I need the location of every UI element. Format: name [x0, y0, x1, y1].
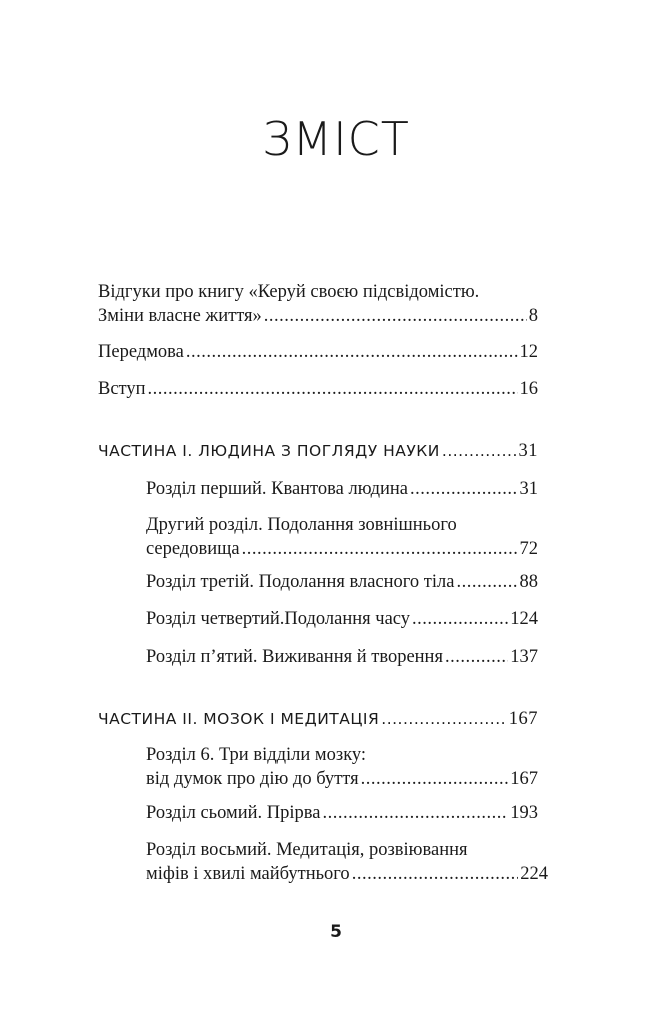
toc-part-title: ЧАСТИНА І. ЛЮДИНА З ПОГЛЯДУ НАУКИ: [98, 442, 440, 460]
toc-entry-chapter-4[interactable]: [146, 607, 538, 631]
dot-leader: [410, 477, 517, 501]
dot-leader: [381, 707, 506, 731]
toc-entry-title: Розділ сьомий. Прірва: [146, 803, 321, 823]
toc-entry-intro[interactable]: [98, 377, 538, 401]
toc-entry-title: Розділ п’ятий. Виживання й творення: [146, 647, 443, 667]
dot-leader: [352, 862, 519, 886]
dot-leader: [148, 377, 518, 401]
toc-entry-title: середовища: [146, 539, 240, 559]
toc-page-number: 16: [519, 379, 538, 399]
toc-entry-title: Зміни власне життя»: [98, 306, 262, 326]
toc-page-number: 193: [510, 803, 538, 823]
toc-entry-title-line1: Відгуки про книгу «Керуй своєю підсвідомістю.: [98, 282, 480, 302]
dot-leader: [445, 645, 508, 669]
toc-page-number: 224: [520, 864, 548, 884]
toc-entry-title-line1: Розділ 6. Три відділи мозку:: [146, 745, 367, 765]
toc-page-number: 12: [519, 342, 538, 362]
toc-entry-title: Розділ третій. Подолання власного тіла: [146, 572, 455, 592]
toc-page-number: 137: [510, 647, 538, 667]
toc-part-1[interactable]: [98, 439, 538, 463]
toc-entry-reviews[interactable]: [98, 280, 538, 328]
toc-entry-chapter-1[interactable]: [146, 477, 538, 501]
toc-entry-chapter-2[interactable]: [146, 513, 538, 561]
dot-leader: [361, 767, 509, 791]
toc-entry-title: Вступ: [98, 379, 146, 399]
toc-entry-title: від думок про дію до буття: [146, 769, 359, 789]
toc-part-2[interactable]: [98, 707, 538, 731]
toc-part-title: ЧАСТИНА ІІ. МОЗОК І МЕДИТАЦІЯ: [98, 710, 380, 728]
toc-page-number: 167: [508, 709, 538, 729]
toc-page-number: 31: [518, 441, 538, 461]
page-number: 5: [330, 922, 342, 942]
dot-leader: [186, 340, 518, 364]
toc-entry-title-line1: Другий розділ. Подолання зовнішнього: [146, 515, 457, 535]
toc-page-number: 167: [510, 769, 538, 789]
toc-entry-chapter-5[interactable]: [146, 645, 538, 669]
toc-entry-chapter-8[interactable]: [146, 838, 548, 886]
dot-leader: [242, 537, 518, 561]
toc-page-number: 31: [519, 479, 538, 499]
dot-leader: [412, 607, 508, 631]
dot-leader: [264, 304, 527, 328]
toc-entry-foreword[interactable]: [98, 340, 538, 364]
toc-entry-title: міфів і хвилі майбутнього: [146, 864, 350, 884]
dot-leader: [322, 801, 508, 825]
page-title: ЗМІСТ: [262, 112, 410, 166]
toc-entry-title-line1: Розділ восьмий. Медитація, розвіювання: [146, 840, 468, 860]
toc-entry-title: Розділ перший. Квантова людина: [146, 479, 409, 499]
toc-entry-chapter-7[interactable]: [146, 801, 538, 825]
dot-leader: [456, 570, 517, 594]
toc-entry-chapter-6[interactable]: [146, 743, 538, 791]
toc-entry-chapter-3[interactable]: [146, 570, 538, 594]
toc-entry-title: Передмова: [98, 342, 184, 362]
toc-page-number: 72: [519, 539, 538, 559]
dot-leader: [442, 439, 517, 463]
toc-page-number: 8: [528, 306, 538, 326]
toc-page-number: 88: [519, 572, 538, 592]
toc-page-number: 124: [510, 609, 538, 629]
toc-entry-title: Розділ четвертий.Подолання часу: [146, 609, 411, 629]
